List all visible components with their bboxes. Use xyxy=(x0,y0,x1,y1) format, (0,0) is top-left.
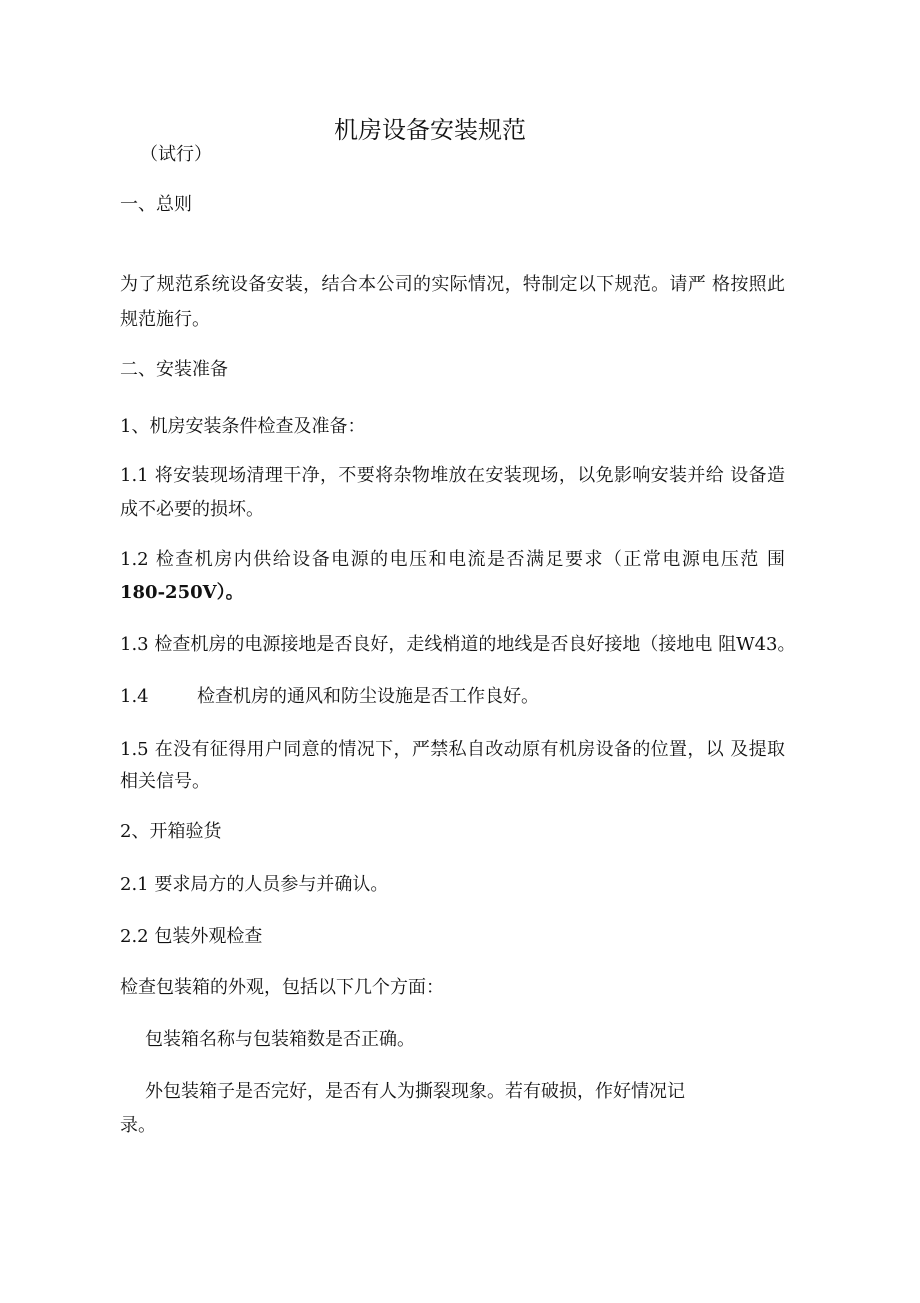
section-heading: 一、总则 xyxy=(120,194,192,215)
list-item: 检查机房的通风和防尘设施是否工作良好。 xyxy=(197,686,539,707)
list-item: 1.1 将安装现场清理干净，不要将杂物堆放在安装现场，以免影响安装并给 设备造 xyxy=(120,465,785,486)
list-item-cont: 相关信号。 xyxy=(120,771,210,792)
section-heading: 二、安装准备 xyxy=(120,359,228,380)
check-point: 包装箱名称与包装箱数是否正确。 xyxy=(145,1029,415,1050)
document-title: 机房设备安装规范 xyxy=(334,116,526,144)
list-item: 1.5 在没有征得用户同意的情况下，严禁私自改动原有机房设备的位置，以 及提取 xyxy=(120,739,785,760)
list-item-number: 1.4 xyxy=(120,686,149,707)
list-item: 2.2 包装外观检查 xyxy=(120,926,263,947)
paragraph-line: 为了规范系统设备安装，结合本公司的实际情况，特制定以下规范。请严 格按照此 xyxy=(120,274,785,295)
check-point: 外包装箱子是否完好，是否有人为撕裂现象。若有破损，作好情况记 xyxy=(145,1081,685,1102)
check-point-cont: 录。 xyxy=(120,1115,156,1136)
paragraph-line: 规范施行。 xyxy=(120,309,210,330)
subsection-heading: 2、开箱验货 xyxy=(120,821,222,842)
list-item: 1.3 检查机房的电源接地是否良好，走线梢道的地线是否良好接地（接地电 阻W43。 xyxy=(120,634,796,655)
list-item-cont: 成不必要的损坏。 xyxy=(120,499,264,520)
paragraph-line: 检查包装箱的外观，包括以下几个方面： xyxy=(120,977,444,998)
list-item: 2.1 要求局方的人员参与并确认。 xyxy=(120,874,389,895)
list-item: 1.2 检查机房内供给设备电源的电压和电流是否满足要求（正常电源电压范 围 xyxy=(120,549,785,570)
subtitle: （试行） xyxy=(140,144,212,165)
subsection-heading: 1、机房安装条件检查及准备： xyxy=(120,416,366,437)
list-item-cont: 180-250V）。 xyxy=(120,582,244,603)
